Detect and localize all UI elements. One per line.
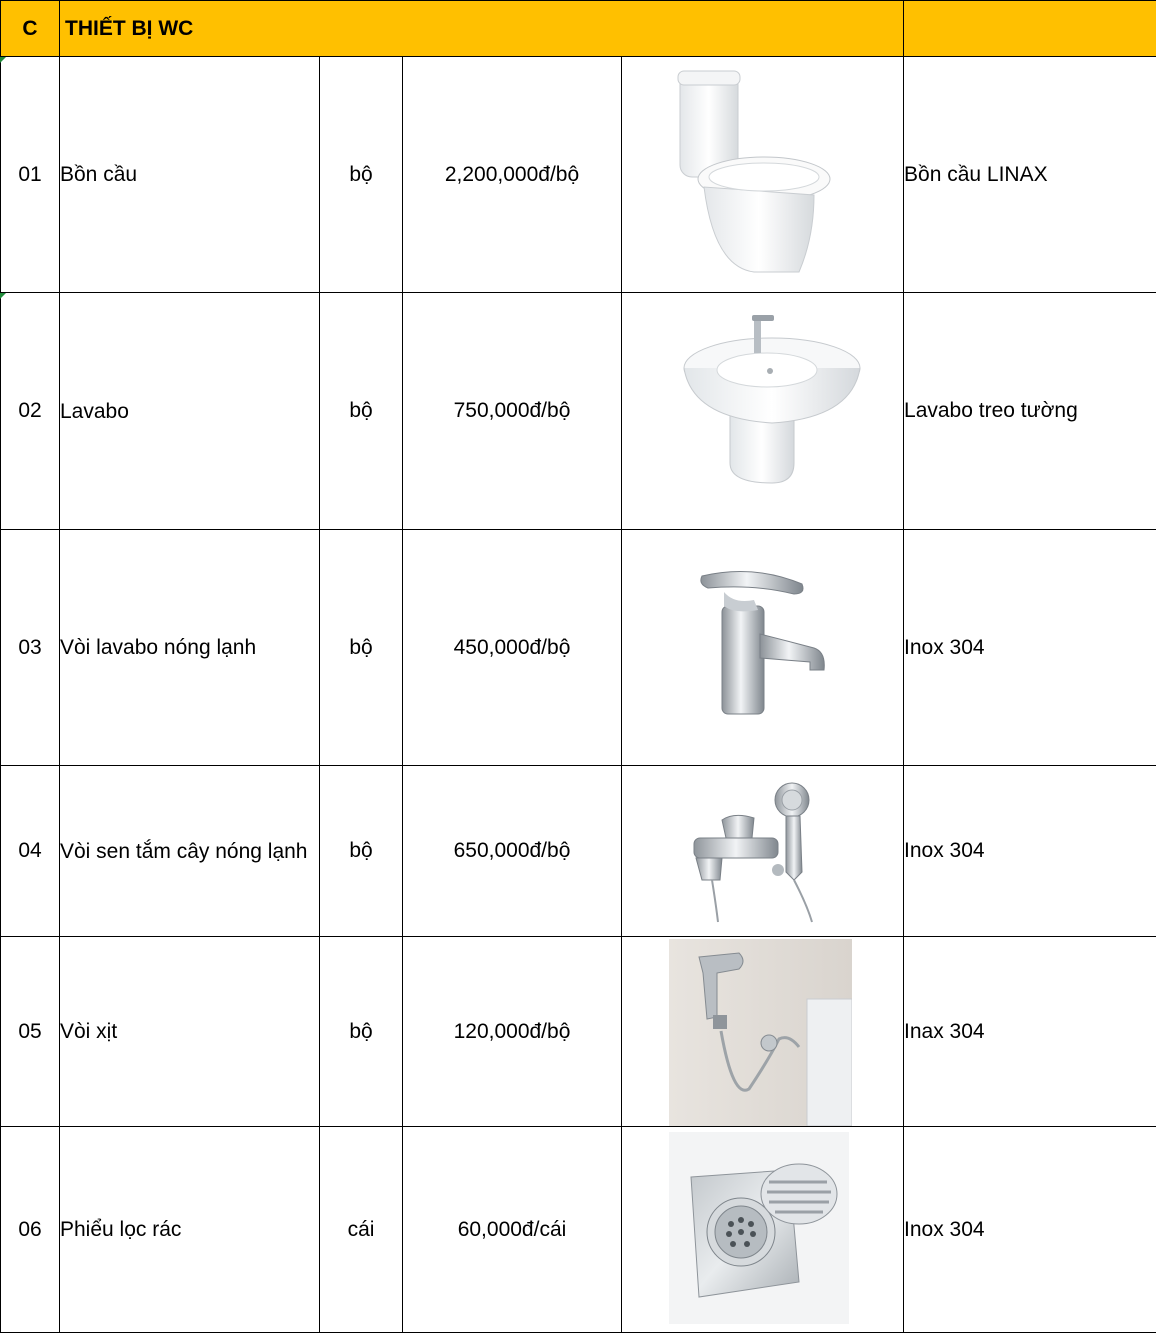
section-code[interactable]: C: [1, 1, 60, 57]
section-extra-cell[interactable]: [904, 1, 1156, 57]
item-stt[interactable]: 06: [1, 1127, 60, 1333]
item-price[interactable]: 750,000đ/bộ: [403, 293, 622, 530]
item-price[interactable]: 120,000đ/bộ: [403, 937, 622, 1127]
item-unit[interactable]: bộ: [320, 57, 403, 293]
item-name[interactable]: Vòi xịt: [60, 937, 320, 1127]
item-price[interactable]: 60,000đ/cái: [403, 1127, 622, 1333]
item-image-cell[interactable]: [622, 937, 904, 1127]
item-name[interactable]: Vòi lavabo nóng lạnh: [60, 530, 320, 766]
table-row: [1, 57, 1156, 293]
item-name[interactable]: Vòi sen tắm cây nóng lạnh: [60, 766, 320, 937]
item-unit[interactable]: bộ: [320, 530, 403, 766]
table-row: [1, 766, 1156, 937]
table-row: [1, 937, 1156, 1127]
item-image-cell[interactable]: [622, 57, 904, 293]
cell-comment-marker: [0, 57, 6, 63]
floor-drain-image: [669, 1132, 849, 1324]
cell-comment-marker: [0, 293, 6, 299]
item-unit[interactable]: bộ: [320, 937, 403, 1127]
item-stt[interactable]: 01: [1, 57, 60, 293]
item-name[interactable]: Bồn cầu: [60, 57, 320, 293]
item-price[interactable]: 650,000đ/bộ: [403, 766, 622, 937]
item-stt[interactable]: 02: [1, 293, 60, 530]
shower-set-image: [682, 780, 842, 925]
item-note[interactable]: Inox 304: [904, 766, 1156, 937]
toilet-image: [674, 67, 834, 282]
item-name[interactable]: Lavabo: [60, 293, 320, 530]
basin-faucet-image: [694, 566, 834, 721]
table-row: [1, 293, 1156, 530]
item-stt[interactable]: 05: [1, 937, 60, 1127]
item-note[interactable]: Inox 304: [904, 1127, 1156, 1333]
bidet-sprayer-image: [669, 939, 852, 1126]
table-row: [1, 1127, 1156, 1333]
item-name[interactable]: Phiểu lọc rác: [60, 1127, 320, 1333]
item-unit[interactable]: cái: [320, 1127, 403, 1333]
item-note[interactable]: Lavabo treo tường: [904, 293, 1156, 530]
item-price[interactable]: 450,000đ/bộ: [403, 530, 622, 766]
item-image-cell[interactable]: [622, 766, 904, 937]
item-note[interactable]: Bồn cầu LINAX: [904, 57, 1156, 293]
item-note[interactable]: Inax 304: [904, 937, 1156, 1127]
section-header-row: [1, 1, 1156, 57]
section-title[interactable]: THIẾT BỊ WC: [60, 1, 904, 57]
item-note[interactable]: Inox 304: [904, 530, 1156, 766]
item-image-cell[interactable]: [622, 530, 904, 766]
item-stt[interactable]: 03: [1, 530, 60, 766]
item-price[interactable]: 2,200,000đ/bộ: [403, 57, 622, 293]
item-unit[interactable]: bộ: [320, 766, 403, 937]
table-row: [1, 530, 1156, 766]
item-stt[interactable]: 04: [1, 766, 60, 937]
wall-sink-image: [682, 313, 862, 488]
item-image-cell[interactable]: [622, 293, 904, 530]
item-unit[interactable]: bộ: [320, 293, 403, 530]
item-image-cell[interactable]: [622, 1127, 904, 1333]
